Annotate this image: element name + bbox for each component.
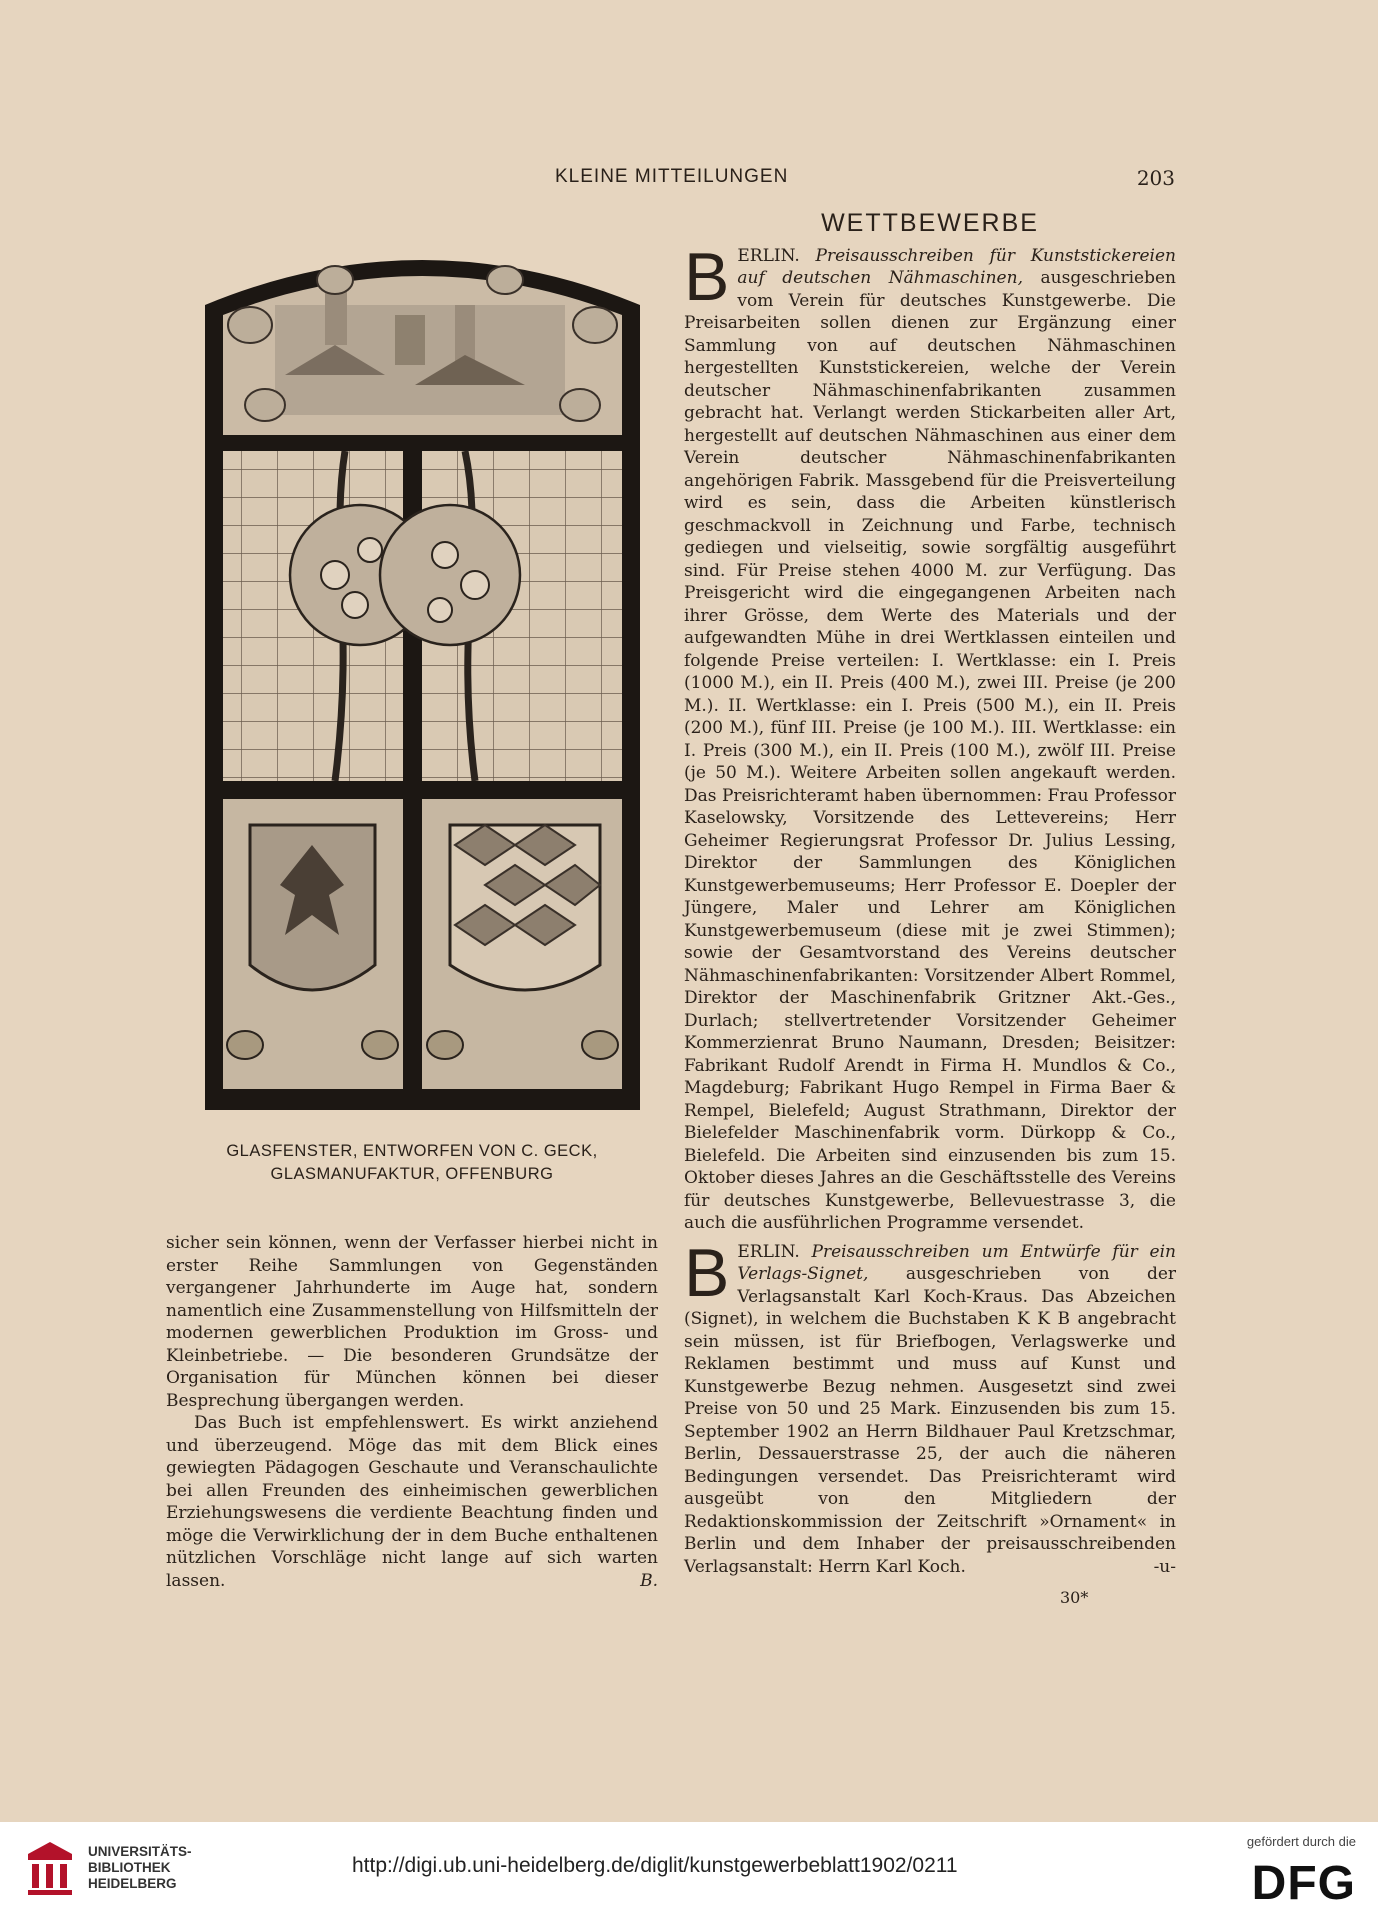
left-paragraph-1: sicher sein können, wenn der Verfasser hierbei nicht in erster Reihe Sammlungen von Gegenständen vergangener Jahrhunderte im Auge hat, sondern namentlich eine Zusammenstellung von Hilfsmitteln der modernen gewerblichen Produktion im Gross- und Kleinbetriebe. — Die besonderen Grundsätze der Organisation für München können bei dieser Besprechung übergangen werden.	[166, 1233, 658, 1411]
caption-line-1: GLASFENSTER, ENTWORFEN VON C. GECK,	[226, 1142, 598, 1160]
article-2-lead: ERLIN.	[737, 1241, 800, 1262]
left-signature: B.	[640, 1570, 658, 1591]
caption-line-2: GLASMANUFAKTUR, OFFENBURG	[270, 1165, 554, 1183]
left-paragraph-2: Das Buch ist empfehlenswert. Es wirkt anziehend und überzeugend. Möge das mit dem Blick eines gewiegten Pädagogen Geschaute und Veranschaulichte bei allen Freunden des einheimischen gewerblichen Erziehungswesens die verdiente Beachtung finden und möge die Verwirklichung der in dem Buche enthaltenen nützlichen Vorschläge nicht lange auf sich warten lassen.	[166, 1413, 658, 1591]
left-column-text	[166, 1232, 658, 1592]
article-2	[684, 1234, 1177, 1579]
article-2-title: Preisausschreiben um Entwürfe für ein Verlags-Signet,	[737, 1241, 1176, 1284]
signature-marker: 30*	[1060, 1588, 1089, 1607]
article-1-lead: ERLIN.	[737, 245, 800, 266]
funded-by-label: gefördert durch die	[1246, 1834, 1356, 1849]
library-line-2: BIBLIOTHEK	[88, 1860, 171, 1875]
article-1-body: ausgeschrieben vom Verein für deutsches Kunstgewerbe. Die Preisarbeiten sollen dienen zur Ergänzung einer Sammlung von auf deutschen Nähmaschinen hergestellten Kunststickereien, welche der Verein deutscher Nähmaschinenfabrikanten zusammen gebracht hat. Verlangt werden Stickarbeiten aller Art, hergestellt auf deutschen Nähmaschinen aus einer dem Verein deutscher Nähmaschinenfabrikanten angehörigen Fabrik. Massgebend für die Preisverteilung wird es sein, dass die Arbeiten künstlerisch geschmackvoll in Zeichnung und Farbe, technisch gediegen und vielseitig, sowie sorgfältig ausgeführt sind. Für Preise stehen 4000 M. zur Verfügung. Das Preisgericht wird die eingegangenen Arbeiten nach ihrer Grösse, dem Werte des Materials und der aufgewandten Mühe in drei Wertklassen einteilen und folgende Preise verteilen: I. Wertklasse: ein I. Preis (1000 M.), ein II. Preis (400 M.), zwei III. Preise (je 200 M.). II. Wertklasse: ein I. Preis (500 M.), ein II. Preis (200 M.), fünf III. Preise (je 100 M.). III. Wertklasse: ein I. Preis (300 M.), ein II. Preis (100 M.), zwölf III. Preise (je 50 M.). Weitere Arbeiten sollen angekauft werden. Das Preisrichteramt haben übernommen: Frau Professor Kaselowsky, Vorsitzende des Lettevereins; Herr Geheimer Regierungsrat Professor Dr. Julius Lessing, Direktor der Sammlungen des Königlichen Kunstgewerbemuseums; Herr Professor E. Doepler der Jüngere, Maler und Lehrer am Königlichen Kunstgewerbemuseum (diese mit je zwei Stimmen); sowie der Gesamtvorstand des Vereins deutscher Nähmaschinenfabrikanten: Vorsitzender Albert Rommel, Direktor der Maschinenfabrik Gritzner Akt.-Ges., Durlach; stellvertretender Vorsitzender Geheimer Kommerzienrat Bruno Naumann, Dresden; Beisitzer: Fabrikant Rudolf Arendt in Firma H. Mundlos & Co., Magdeburg; Fabrikant Hugo Rempel in Firma Baer & Rempel, Bielefeld; August Strathmann, Direktor der Bielefelder Maschinenfabrik vorm. Dürkopp & Co., Bielefeld. Die Arbeiten sind einzusenden bis zum 15. Oktober dieses Jahres an die Geschäftsstelle des Vereins für deutsches Kunstgewerbe, Bellevuestrasse 3, die auch die ausführlichen Programme versendet.	[684, 268, 1176, 1233]
running-header	[165, 166, 1175, 196]
library-line-1: UNIVERSITÄTS-	[88, 1844, 192, 1859]
header-title: KLEINE MITTEILUNGEN	[555, 166, 789, 187]
article-2-dropcap: B	[684, 1234, 730, 1311]
page-number: 203	[1136, 166, 1175, 190]
figure-caption	[166, 1140, 658, 1186]
library-name	[88, 1844, 192, 1892]
article-1-title: Preisausschreiben für Kunststickereien auf deutschen Nähmaschinen,	[737, 245, 1176, 288]
article-1-dropcap: B	[684, 238, 730, 315]
library-line-3: HEIDELBERG	[88, 1876, 177, 1891]
dfg-logo: DFG	[1251, 1857, 1356, 1910]
stained-glass-window-illustration	[205, 245, 640, 1110]
article-2-body: ausgeschrieben von der Verlagsanstalt Karl Koch-Kraus. Das Abzeichen (Signet), in welchem die Buchstaben K K B angebracht sein müssen, ist für Briefbogen, Verlagswerke und Reklamen bestimmt und muss auf Kunst und Kunstgewerbe Bezug nehmen. Ausgesetzt sind zwei Preise von 50 und 25 Mark. Einzusenden bis zum 15. September 1902 an Herrn Bildhauer Paul Kretzschmar, Berlin, Dessauerstrasse 25, der auch die näheren Bedingungen versendet. Das Preisrichteramt wird ausgeübt von den Mitgliedern der Redaktionskommission der Zeitschrift »Ornament« in Berlin und dem Inhaber der preisausschreibenden Verlagsanstalt: Herrn Karl Koch.	[684, 1264, 1177, 1577]
right-column	[684, 209, 1177, 1578]
university-library-logo-icon	[24, 1840, 76, 1896]
section-heading: WETTBEWERBE	[821, 209, 1039, 237]
article-2-signature: -u-	[1153, 1556, 1176, 1577]
footer-bar	[0, 1822, 1378, 1920]
article-1	[684, 238, 1176, 1235]
permalink-url[interactable]: http://digi.ub.uni-heidelberg.de/diglit/kunstgewerbeblatt1902/0211	[352, 1854, 958, 1877]
